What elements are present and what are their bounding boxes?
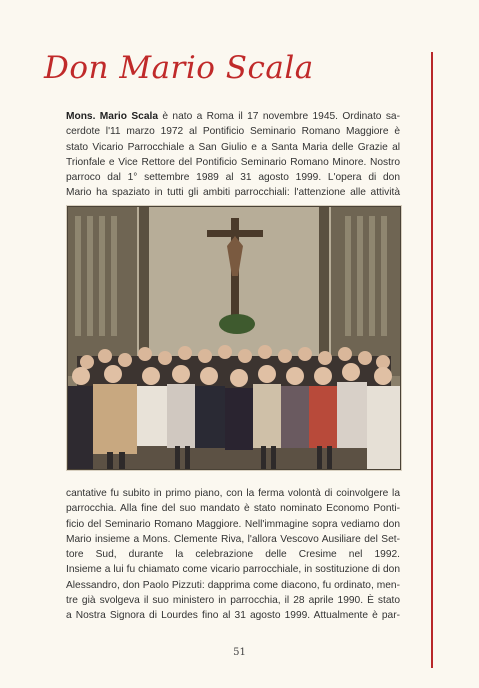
group-photo — [67, 206, 401, 470]
line-text: è nato a Roma il 17 novembre 1945. Ordinato sa- — [157, 111, 400, 122]
intro-paragraph — [66, 109, 400, 201]
paragraph-line: cantative fu subito in primo piano, con la ferma volontà di coinvolgere la — [66, 488, 400, 499]
page-number: 51 — [233, 647, 246, 658]
continuation-paragraph — [66, 486, 400, 624]
paragraph-line: Insieme a lui fu chiamato come vicario parrocchiale, in sostituzione di don — [66, 564, 400, 576]
photo-illustration — [67, 206, 401, 470]
paragraph-line: stato Vicario Parrocchiale a San Giulio e a Santa Maria delle Grazie al — [66, 141, 400, 153]
paragraph-line: Mario insieme a Mons. Clemente Riva, l'allora Vescovo Ausiliare del Set- — [66, 533, 400, 545]
paragraph-line: Mario ha spaziato in tutti gli ambiti parrocchiali: l'attenzione alle attività — [66, 187, 400, 199]
paragraph-line: Alessandro, don Paolo Pizzuti: dapprima come diacono, fu ordinato, men- — [66, 579, 400, 591]
paragraph-line: a Nostra Signora di Lourdes fino al 31 agosto 1999. Attualmente è par- — [66, 610, 400, 622]
paragraph-line: ficio del Seminario Romano Maggiore. Nell'immagine sopra vediamo don — [66, 518, 400, 530]
paragraph-line: tore Sud, durante la celebrazione delle Cresime nel 1992. — [66, 549, 400, 561]
paragraph-line: Trionfale e Vice Rettore del Pontificio Seminario Romano Minore. Nostro — [66, 156, 400, 168]
paragraph-line: cerdote l'11 marzo 1972 al Pontificio Seminario Romano Maggiore è — [66, 126, 400, 138]
bold-lead: Mons. Mario Scala — [66, 111, 158, 122]
paragraph-line: tre già svolgeva il suo ministero in parrocchia, il 28 aprile 1990. È stato — [66, 595, 400, 607]
paragraph-line: parrocchia. Alla fine del suo mandato è stato nominato Economo Ponti- — [66, 503, 400, 515]
paragraph-line — [66, 109, 400, 124]
margin-rule — [431, 52, 433, 668]
page-title: Don Mario Scala — [44, 50, 314, 86]
paragraph-line: parroco dal 1° settembre 1989 al 31 agosto 1999. L'opera di don — [66, 172, 400, 184]
